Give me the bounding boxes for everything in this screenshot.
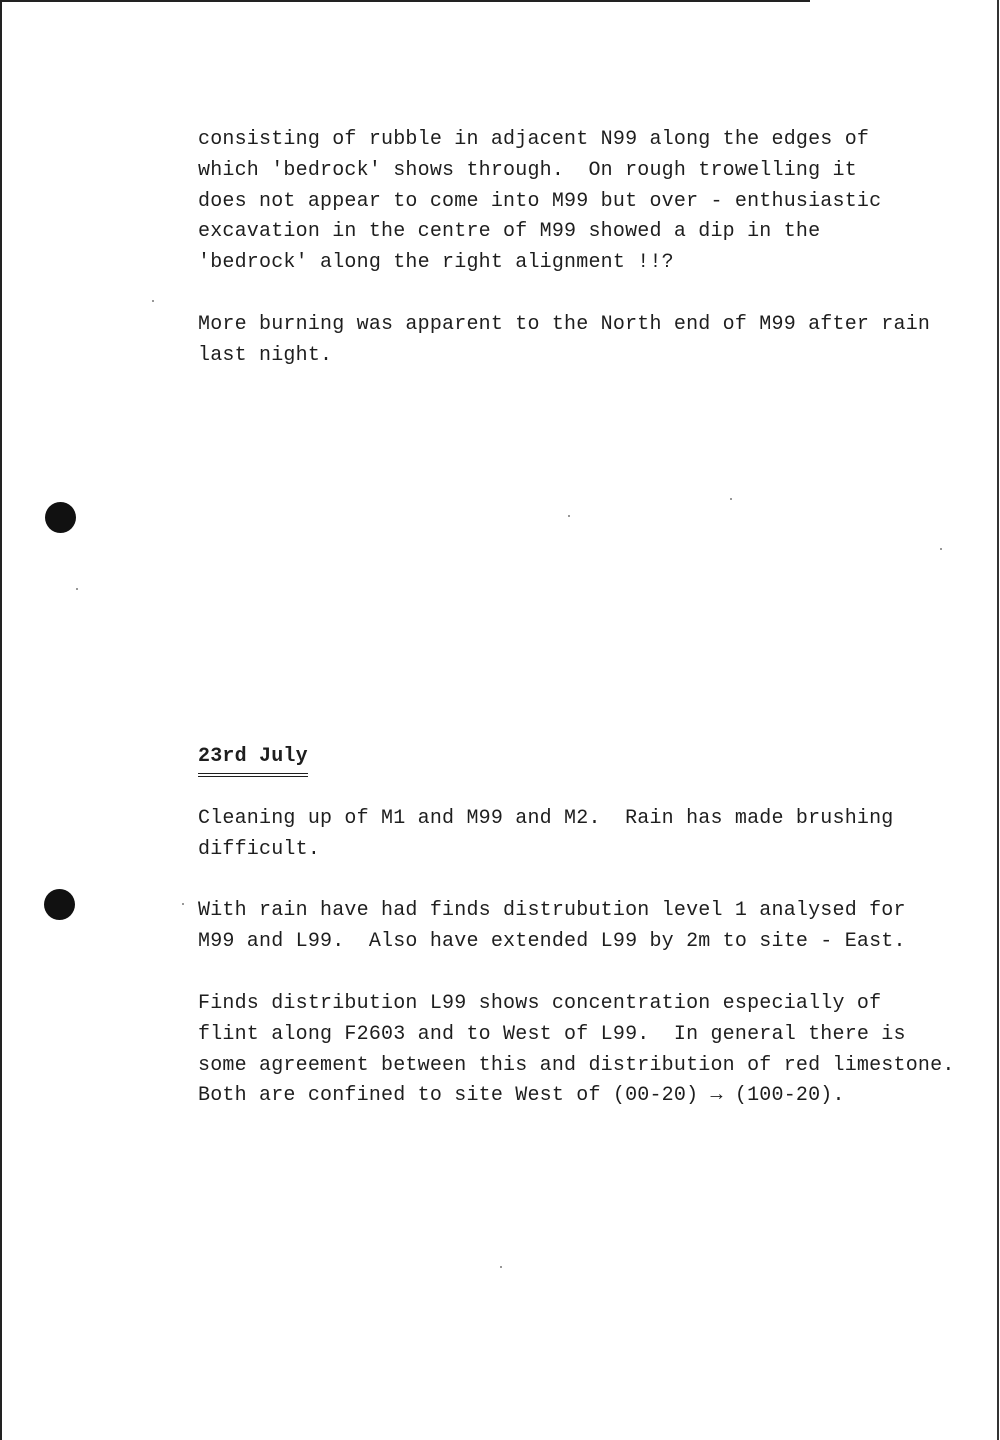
- paper-speck: [730, 498, 732, 500]
- entry-paragraph-1: Cleaning up of M1 and M99 and M2. Rain has made brushing difficult.: [198, 807, 894, 861]
- page-edge-left: [0, 0, 2, 1440]
- paper-speck: [568, 515, 570, 517]
- paper-speck: [76, 588, 78, 590]
- entry-paragraph-3: Finds distribution L99 shows concentration especially of flint along F2603 and to West of L99. In general there is some agreement between this and distribution of red limestone. Both are confined to site West of (00-20) → (100-20).: [198, 992, 955, 1108]
- paper-speck: [152, 300, 154, 302]
- paper-speck: [182, 903, 184, 905]
- punch-hole-upper: [45, 502, 76, 533]
- page-edge-top: [0, 0, 810, 2]
- punch-hole-lower: [44, 889, 75, 920]
- page-edge-right: [997, 0, 999, 1440]
- notes-paragraph-1: consisting of rubble in adjacent N99 along the edges of which 'bedrock' shows through. On rough trowelling it does not appear to come into M99 but over - enthusiastic excavation in the centre of M99 showed a dip in the 'bedrock' along the right alignment !!?: [198, 128, 882, 275]
- entry-date-heading: 23rd July: [198, 742, 308, 777]
- paper-speck: [500, 1266, 502, 1268]
- paper-speck: [940, 548, 942, 550]
- entry-paragraph-2: With rain have had finds distrubution level 1 analysed for M99 and L99. Also have extended L99 by 2m to site - East.: [198, 899, 906, 953]
- notes-paragraph-2: More burning was apparent to the North end of M99 after rain last night.: [198, 313, 931, 367]
